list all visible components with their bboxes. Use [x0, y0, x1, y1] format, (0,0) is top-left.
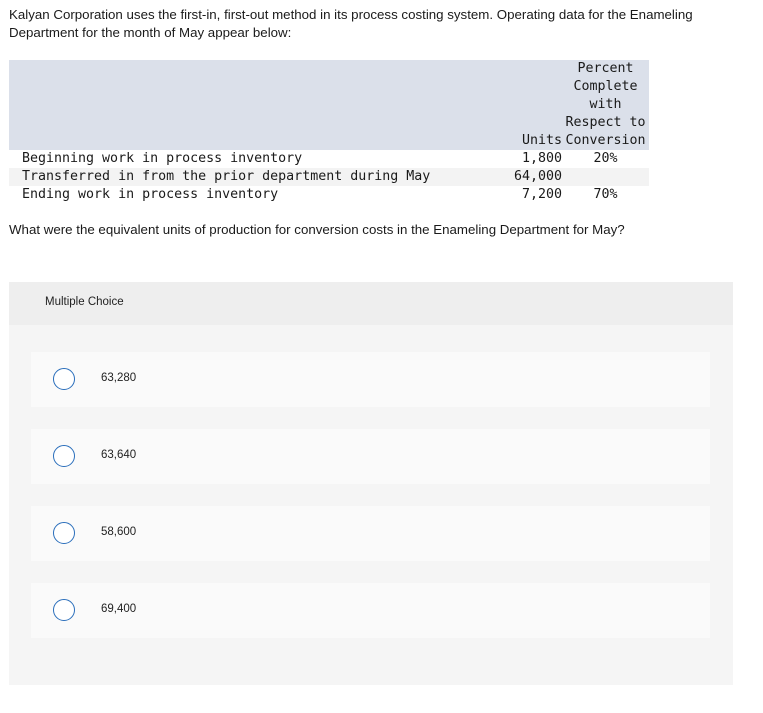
- answer-option-2[interactable]: [31, 429, 710, 484]
- row-units: 1,800: [521, 151, 562, 166]
- table-header-row: [9, 60, 649, 150]
- multiple-choice-header: [9, 282, 733, 325]
- row-percent: 20%: [593, 151, 618, 166]
- row-label: Beginning work in process inventory: [22, 151, 303, 166]
- answer-option-3[interactable]: [31, 506, 710, 561]
- intro-text: Kalyan Corporation uses the first-in, first-out method in its process costing system. Operating data for the Enameling Department for the month of May appear below:: [9, 7, 693, 40]
- table-row: [9, 168, 649, 186]
- option-label: 63,280: [101, 372, 137, 384]
- row-units: 7,200: [521, 187, 562, 202]
- radio-button-icon[interactable]: [53, 599, 75, 621]
- option-label: 69,400: [101, 603, 137, 615]
- multiple-choice-panel: [9, 282, 733, 685]
- row-label: Transferred in from the prior department during May: [22, 169, 431, 184]
- row-percent: 70%: [593, 187, 618, 202]
- header-label-cell: [9, 60, 506, 150]
- answer-option-4[interactable]: [31, 583, 710, 638]
- radio-button-icon[interactable]: [53, 368, 75, 390]
- radio-button-icon[interactable]: [53, 445, 75, 467]
- table-row: [9, 186, 649, 204]
- answer-option-1[interactable]: [31, 352, 710, 407]
- row-label: Ending work in process inventory: [22, 187, 279, 202]
- row-percent: [562, 168, 649, 186]
- header-percent-complete: Percent Complete with Respect to Conversion: [565, 61, 646, 148]
- radio-button-icon[interactable]: [53, 522, 75, 544]
- table-row: [9, 150, 649, 168]
- multiple-choice-title: Multiple Choice: [45, 296, 124, 308]
- option-label: 63,640: [101, 449, 137, 461]
- operating-data-table: [9, 60, 649, 204]
- header-units: Units: [521, 133, 562, 148]
- option-label: 58,600: [101, 526, 137, 538]
- question-text: What were the equivalent units of production for conversion costs in the Enameling Department for May?: [9, 222, 625, 237]
- row-units: 64,000: [513, 169, 562, 184]
